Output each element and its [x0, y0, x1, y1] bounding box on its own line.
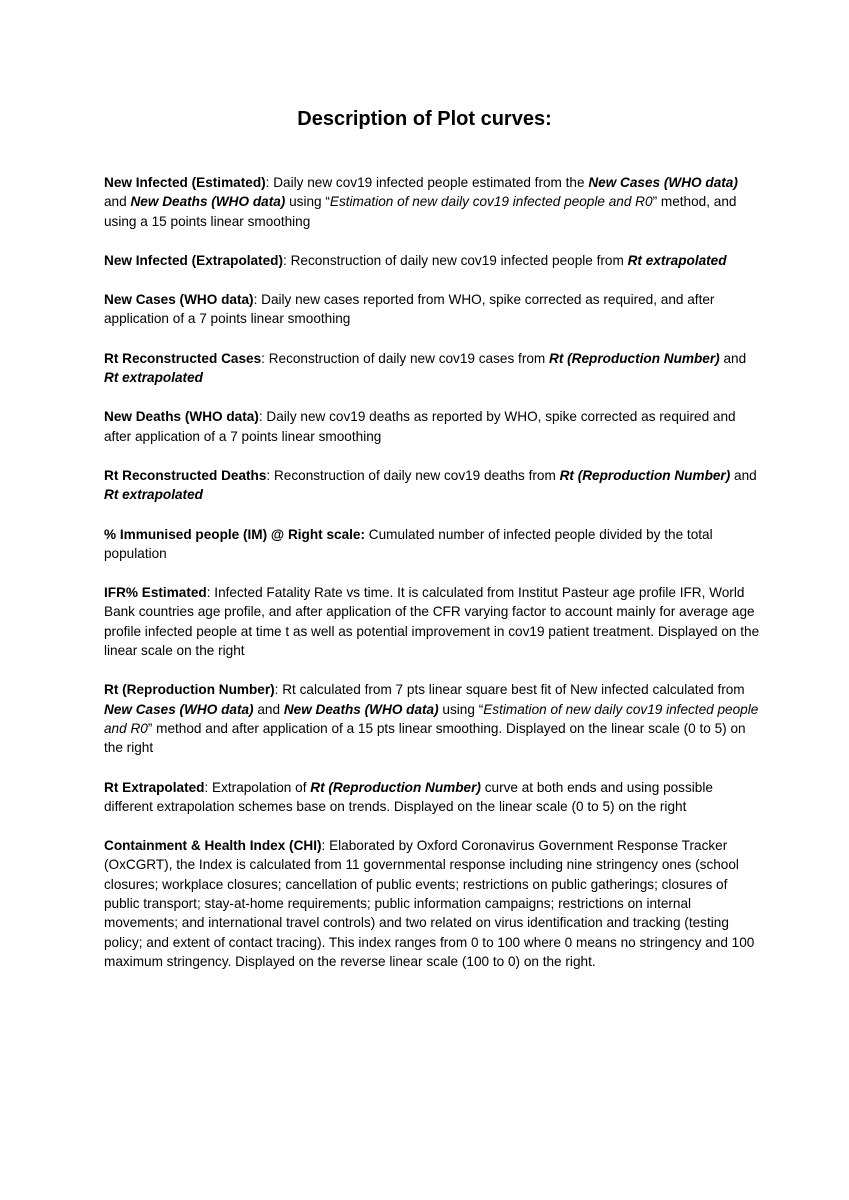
- paragraph-rt-extrapolated: [104, 778, 764, 817]
- text-segment: : Infected Fatality Rate vs time. It is calculated from Institut Pasteur age profile IFR, World Bank countries age profile, and after application of the CFR varying factor to account mainly for average age profile infected people at time t as well as potential improvement in cov19 patient treatment. Displayed on the linear scale on the right: [104, 585, 760, 659]
- reference-term: New Cases (WHO data): [588, 175, 738, 190]
- reference-term: New Cases (WHO data): [104, 701, 254, 717]
- reference-term: New Deaths (WHO data): [283, 701, 439, 717]
- reference-term: Rt (Reproduction Number): [559, 467, 731, 483]
- term-label: Rt Extrapolated: [104, 779, 205, 795]
- paragraph-new-infected-extrapolated: [104, 251, 764, 270]
- text-segment: curve at both ends and using possible different extrapolation schemes base on trends. Displayed on the linear scale (0 to 5) on the right: [104, 779, 713, 814]
- term-label: Rt Reconstructed Cases: [104, 350, 262, 366]
- text-segment: and: [253, 701, 284, 717]
- paragraph-new-deaths: [104, 407, 764, 446]
- paragraph-ifr-estimated: [104, 583, 764, 660]
- term-label: Containment & Health Index (CHI): [104, 838, 322, 854]
- text-segment: : Rt calculated from 7 pts linear square best fit of New infected calculated from: [274, 682, 745, 698]
- text-segment: and: [719, 350, 747, 366]
- term-label: Rt (Reproduction Number): [104, 682, 275, 698]
- paragraph-containment-health-index: [104, 836, 764, 971]
- paragraph-rt-reconstructed-cases: [104, 349, 764, 388]
- text-segment: : Daily new cov19 infected people estimated from the: [265, 175, 589, 190]
- text-segment: using “: [285, 194, 330, 210]
- text-segment: : Reconstruction of daily new cov19 deaths from: [266, 467, 560, 483]
- paragraph-rt-reproduction-number: [104, 680, 764, 757]
- term-label: New Infected (Estimated): [104, 175, 266, 190]
- method-name: Estimation of new daily cov19 infected people and R0: [104, 701, 759, 736]
- reference-term: Rt extrapolated: [104, 487, 203, 503]
- text-segment: and: [104, 194, 131, 210]
- reference-term: Rt extrapolated: [104, 370, 203, 386]
- text-segment: : Reconstruction of daily new cov19 cases from: [261, 350, 550, 366]
- text-segment: : Elaborated by Oxford Coronavirus Government Response Tracker (OxCGRT), the Index is calculated from 11 governmental response including nine stringency ones (school closures; workplace closures; cancellation of public events; restrictions on public gatherings; closures of public transport; stay-at-home requirements; public information campaigns; restrictions on internal movements; and international travel controls) and two related on virus identification and tracking (testing policy; and extent of contact tracing). This index ranges from 0 to 100 where 0 means no stringency and 100 maximum stringency. Displayed on the reverse linear scale (100 to 0) on the right.: [104, 838, 755, 969]
- page-title: Description of Plot curves:: [297, 108, 552, 130]
- term-label: New Cases (WHO data): [104, 292, 254, 308]
- text-segment: ” method, and using a 15 points linear smoothing: [104, 194, 737, 229]
- text-segment: ” method and after application of a 15 pts linear smoothing. Displayed on the linear scale (0 to 5) on the right: [104, 720, 746, 756]
- text-segment: : Reconstruction of daily new cov19 infected people from: [283, 252, 628, 268]
- reference-term: Rt (Reproduction Number): [310, 779, 481, 795]
- term-label: New Deaths (WHO data): [104, 409, 259, 425]
- text-segment: using “: [438, 701, 484, 717]
- reference-term: Rt extrapolated: [627, 252, 727, 268]
- term-label: New Infected (Extrapolated): [104, 252, 284, 268]
- text-segment: : Extrapolation of: [204, 779, 311, 795]
- method-name: Estimation of new daily cov19 infected people and R0: [329, 194, 653, 210]
- text-segment: Cumulated number of infected people divided by the total population: [104, 526, 713, 561]
- description-list: [104, 173, 764, 991]
- term-label: IFR% Estimated: [104, 585, 207, 601]
- paragraph-new-cases: [104, 290, 764, 329]
- text-segment: and: [730, 467, 757, 483]
- text-segment: : Daily new cases reported from WHO, spike corrected as required, and after application of a 7 points linear smoothing: [104, 292, 715, 327]
- term-label: % Immunised people (IM) @ Right scale:: [104, 526, 365, 542]
- paragraph-immunised-people: [104, 525, 764, 564]
- reference-term: Rt (Reproduction Number): [549, 350, 720, 366]
- text-segment: : Daily new cov19 deaths as reported by WHO, spike corrected as required and after application of a 7 points linear smoothing: [104, 409, 736, 444]
- paragraph-new-infected-estimated: [104, 173, 764, 231]
- paragraph-rt-reconstructed-deaths: [104, 466, 764, 505]
- reference-term: New Deaths (WHO data): [130, 194, 286, 210]
- term-label: Rt Reconstructed Deaths: [104, 467, 267, 483]
